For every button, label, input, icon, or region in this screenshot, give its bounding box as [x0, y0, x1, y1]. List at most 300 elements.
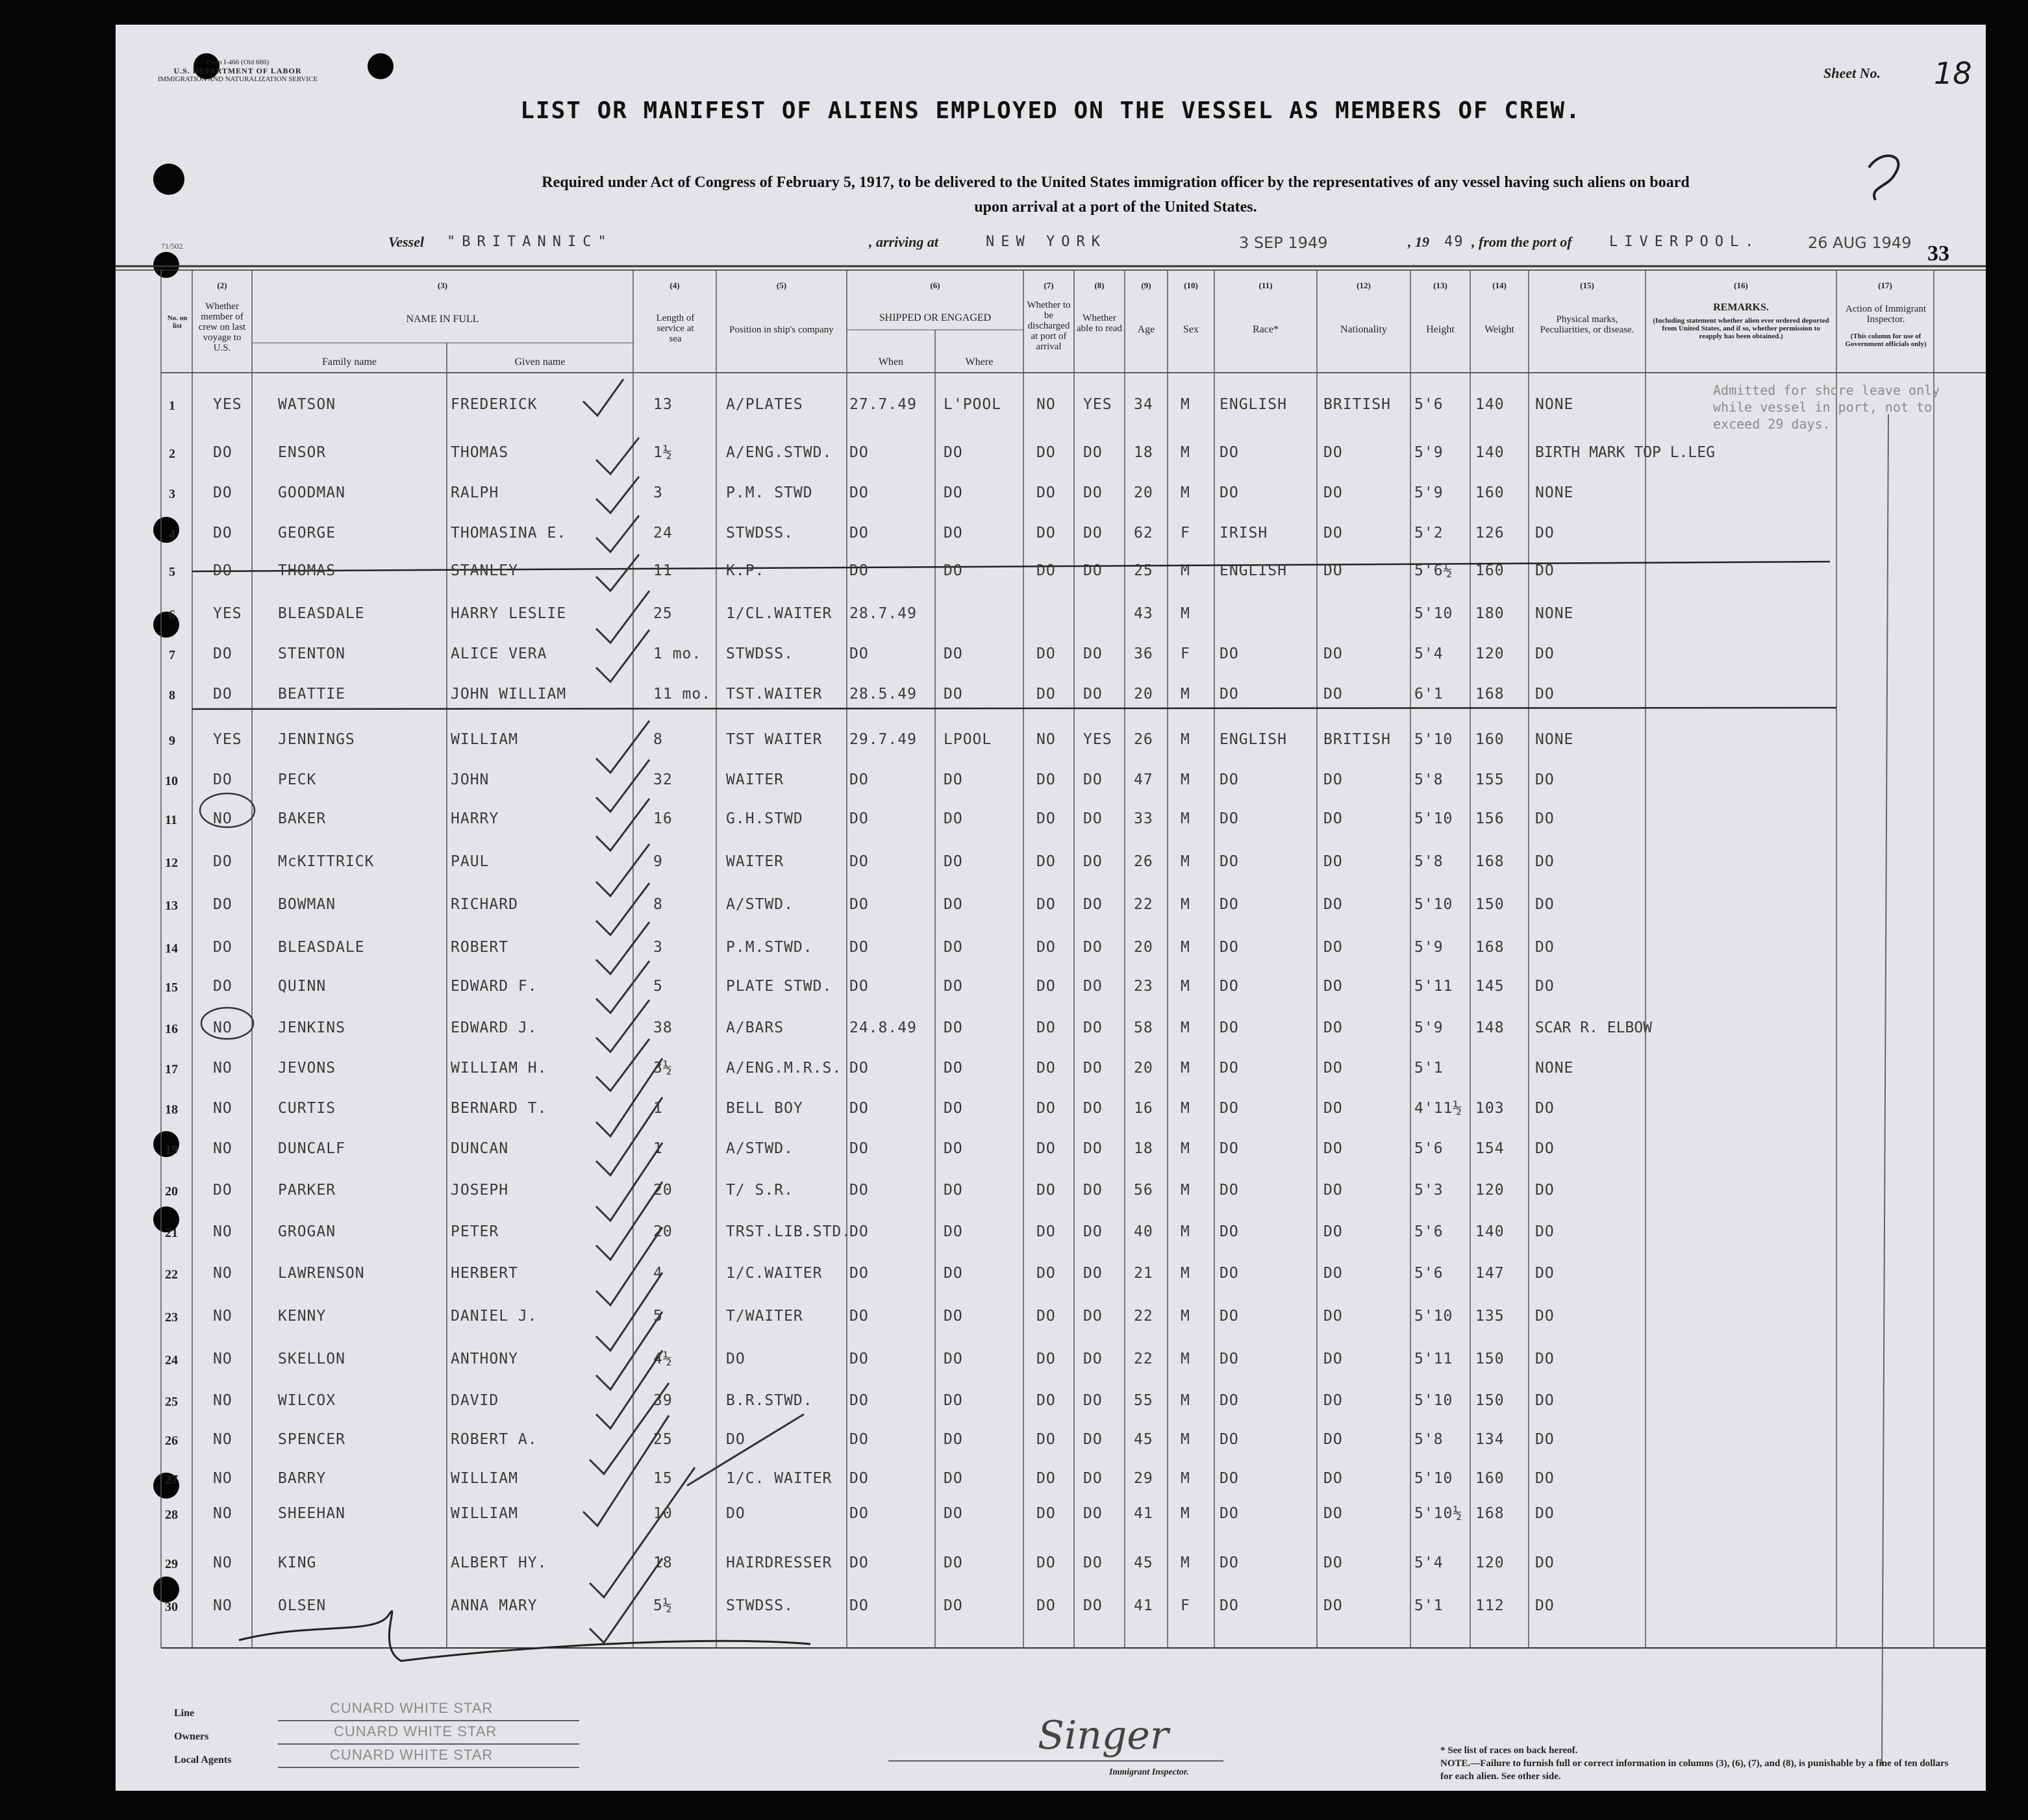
- cell-where: DO: [944, 1019, 963, 1036]
- cell-race: IRISH: [1220, 525, 1268, 542]
- cell-where: DO: [944, 810, 963, 827]
- cell-sex: M: [1181, 605, 1190, 622]
- col-7-number: (7): [1044, 280, 1054, 290]
- cell-nat: DO: [1323, 939, 1343, 956]
- cell-age: 34: [1134, 396, 1153, 413]
- cell-read: YES: [1083, 396, 1112, 413]
- cell-weight: 160: [1475, 484, 1505, 501]
- cell-position: STWDSS.: [726, 1597, 794, 1614]
- cell-marks: BIRTH MARK TOP L.LEG: [1535, 444, 1715, 461]
- cell-weight: 160: [1475, 731, 1505, 748]
- cell-length: 3: [653, 939, 663, 956]
- cell-sex: M: [1181, 939, 1190, 956]
- cell-height: 5'10: [1414, 896, 1453, 913]
- penalty-note: NOTE.—Failure to furnish full or correct information in columns (3), (6), (7), and (8), is punishable by a fine of ten dollars for each alien. See other side.: [1440, 1758, 1949, 1782]
- cell-when: 28.7.49: [849, 605, 917, 622]
- footer-rules: [116, 25, 1986, 1791]
- cell-weight: 140: [1475, 396, 1505, 413]
- cell-family: BLEASDALE: [278, 605, 365, 622]
- cell-position: PLATE STWD.: [726, 978, 832, 995]
- inspector-signature: Singer: [1038, 1713, 1169, 1758]
- cell-family: PECK: [278, 771, 317, 788]
- cell-position: K.P.: [726, 562, 765, 579]
- cell-length: 4½: [653, 1351, 673, 1367]
- cell-disch: DO: [1036, 1597, 1056, 1614]
- cell-sex: F: [1181, 645, 1190, 662]
- cell-where: DO: [944, 1182, 963, 1199]
- col-11-number: (11): [1258, 280, 1273, 290]
- col-12-header: Nationality: [1340, 324, 1387, 335]
- cell-weight: 103: [1475, 1100, 1505, 1117]
- cell-given: PAUL: [451, 853, 490, 870]
- cell-position: T/ S.R.: [726, 1182, 794, 1199]
- cell-read: DO: [1083, 484, 1103, 501]
- cell-race: DO: [1220, 1019, 1239, 1036]
- cell-last: NO: [213, 1554, 232, 1571]
- cell-sex: M: [1181, 1351, 1190, 1367]
- cell-when: DO: [849, 853, 869, 870]
- cell-height: 5'10: [1414, 1470, 1453, 1487]
- cell-family: WILCOX: [278, 1392, 336, 1409]
- cell-sex: M: [1181, 1392, 1190, 1409]
- cell-sex: M: [1181, 896, 1190, 913]
- cell-race: DO: [1220, 686, 1239, 703]
- cell-nat: DO: [1323, 645, 1343, 662]
- cell-last: YES: [213, 396, 242, 413]
- cell-given: EDWARD F.: [451, 978, 538, 995]
- cell-disch: DO: [1036, 1182, 1056, 1199]
- col-5-header: Position in ship's company: [729, 325, 834, 335]
- remark-line-2: while vessel in port, not to: [1713, 399, 1933, 415]
- cell-marks: DO: [1535, 1182, 1555, 1199]
- cell-sex: M: [1181, 1140, 1190, 1157]
- cell-where: DO: [944, 444, 963, 461]
- cell-disch: DO: [1036, 1308, 1056, 1325]
- cell-length: 20: [653, 1182, 673, 1199]
- subtitle-line-2: upon arrival at a port of the United States.: [974, 199, 1257, 216]
- cell-when: DO: [849, 1308, 869, 1325]
- owners-label: Owners: [174, 1731, 209, 1742]
- cell-read: DO: [1083, 1223, 1103, 1240]
- cell-sex: M: [1181, 731, 1190, 748]
- cell-when: DO: [849, 1223, 869, 1240]
- cell-sex: M: [1181, 810, 1190, 827]
- cell-age: 22: [1134, 1351, 1153, 1367]
- col-2-header: Whether member of crew on last voyage to U.S.: [198, 301, 246, 353]
- cell-age: 20: [1134, 686, 1153, 703]
- cell-nat: DO: [1323, 1019, 1343, 1036]
- cell-age: 36: [1134, 645, 1153, 662]
- departure-port: LIVERPOOL.: [1609, 234, 1760, 250]
- cell-read: DO: [1083, 1505, 1103, 1522]
- cell-where: DO: [944, 896, 963, 913]
- cell-age: 56: [1134, 1182, 1153, 1199]
- cell-height: 5'6: [1414, 1265, 1444, 1282]
- cell-marks: DO: [1535, 810, 1555, 827]
- cell-when: DO: [849, 1505, 869, 1522]
- cell-height: 5'6: [1414, 1140, 1444, 1157]
- col-5-number: (5): [776, 280, 787, 290]
- cell-disch: DO: [1036, 1060, 1056, 1077]
- cell-sex: M: [1181, 444, 1190, 461]
- cell-given: RICHARD: [451, 896, 518, 913]
- row-number: 29: [165, 1557, 178, 1571]
- cell-weight: 140: [1475, 1223, 1505, 1240]
- cell-marks: NONE: [1535, 605, 1574, 622]
- cell-read: DO: [1083, 444, 1103, 461]
- cell-marks: DO: [1535, 1554, 1555, 1571]
- col-6-when-header: When: [878, 356, 904, 368]
- cell-height: 5'10: [1414, 1392, 1453, 1409]
- cell-race: DO: [1220, 1182, 1239, 1199]
- cell-position: P.M.STWD.: [726, 939, 813, 956]
- row-number: 21: [165, 1226, 178, 1240]
- cell-read: DO: [1083, 525, 1103, 542]
- cell-last: NO: [213, 1392, 232, 1409]
- cell-where: DO: [944, 978, 963, 995]
- cell-sex: M: [1181, 1060, 1190, 1077]
- cell-family: GROGAN: [278, 1223, 336, 1240]
- cell-age: 58: [1134, 1019, 1153, 1036]
- cell-when: DO: [849, 1100, 869, 1117]
- cell-when: DO: [849, 1351, 869, 1367]
- col-1-header: No. on list: [167, 314, 188, 330]
- cell-age: 18: [1134, 444, 1153, 461]
- cell-last: NO: [213, 1470, 232, 1487]
- row-number: 18: [165, 1103, 178, 1117]
- row-number: 24: [165, 1353, 178, 1367]
- cell-last: NO: [213, 1223, 232, 1240]
- cell-read: DO: [1083, 1351, 1103, 1367]
- cell-weight: 168: [1475, 939, 1505, 956]
- col-8-number: (8): [1094, 280, 1105, 290]
- cell-length: 25: [653, 1431, 673, 1448]
- row-number: 5: [169, 565, 175, 579]
- cell-marks: DO: [1535, 1470, 1555, 1487]
- cell-last: YES: [213, 731, 242, 748]
- cell-given: STANLEY: [451, 562, 518, 579]
- cell-when: DO: [849, 978, 869, 995]
- cell-nat: DO: [1323, 1392, 1343, 1409]
- cell-age: 62: [1134, 525, 1153, 542]
- cell-position: A/STWD.: [726, 896, 794, 913]
- cell-disch: DO: [1036, 1223, 1056, 1240]
- cell-height: 5'10: [1414, 1308, 1453, 1325]
- cell-where: DO: [944, 1554, 963, 1571]
- cell-age: 22: [1134, 896, 1153, 913]
- cell-read: DO: [1083, 810, 1103, 827]
- cell-given: WILLIAM H.: [451, 1060, 547, 1077]
- cell-disch: DO: [1036, 1019, 1056, 1036]
- cell-nat: DO: [1323, 1505, 1343, 1522]
- cell-length: 1: [653, 1100, 663, 1117]
- cell-race: DO: [1220, 444, 1239, 461]
- cell-marks: DO: [1535, 853, 1555, 870]
- cell-read: DO: [1083, 978, 1103, 995]
- cell-where: DO: [944, 1431, 963, 1448]
- cell-nat: DO: [1323, 1100, 1343, 1117]
- cell-disch: DO: [1036, 896, 1056, 913]
- cell-when: 28.5.49: [849, 686, 917, 703]
- manifest-sheet: [116, 25, 1986, 1791]
- cell-when: 24.8.49: [849, 1019, 917, 1036]
- cell-disch: DO: [1036, 1351, 1056, 1367]
- cell-height: 5'8: [1414, 1431, 1444, 1448]
- cell-read: DO: [1083, 896, 1103, 913]
- cell-read: DO: [1083, 686, 1103, 703]
- cell-when: DO: [849, 444, 869, 461]
- cell-length: 11 mo.: [653, 686, 712, 703]
- cell-race: DO: [1220, 896, 1239, 913]
- cell-family: KENNY: [278, 1308, 327, 1325]
- cell-when: DO: [849, 1392, 869, 1409]
- cell-last: NO: [213, 1308, 232, 1325]
- cell-given: PETER: [451, 1223, 499, 1240]
- cell-race: DO: [1220, 1554, 1239, 1571]
- cell-race: DO: [1220, 1060, 1239, 1077]
- cell-given: ANNA MARY: [451, 1597, 538, 1614]
- row-number: 27: [165, 1473, 178, 1487]
- cell-read: DO: [1083, 939, 1103, 956]
- col-3-family-header: Family name: [322, 356, 377, 368]
- cell-position: DO: [726, 1505, 745, 1522]
- cell-marks: DO: [1535, 686, 1555, 703]
- cell-weight: 168: [1475, 853, 1505, 870]
- cell-marks: DO: [1535, 1597, 1555, 1614]
- cell-marks: NONE: [1535, 396, 1574, 413]
- cell-height: 5'9: [1414, 484, 1444, 501]
- cell-length: 5½: [653, 1597, 673, 1614]
- remark-line-3: exceed 29 days.: [1713, 416, 1831, 432]
- cell-position: TST WAITER: [726, 731, 823, 748]
- col-15-header: Physical marks, Peculiarities, or disease.: [1540, 314, 1634, 335]
- cell-age: 43: [1134, 605, 1153, 622]
- row-number: 6: [169, 608, 175, 622]
- cell-nat: DO: [1323, 686, 1343, 703]
- cell-when: DO: [849, 1265, 869, 1282]
- cell-given: RALPH: [451, 484, 499, 501]
- cell-when: DO: [849, 1597, 869, 1614]
- cell-weight: 147: [1475, 1265, 1505, 1282]
- cell-when: DO: [849, 484, 869, 501]
- cell-given: JOHN WILLIAM: [451, 686, 567, 703]
- row-number: 26: [165, 1434, 178, 1448]
- cell-read: DO: [1083, 1019, 1103, 1036]
- cell-length: 25: [653, 605, 673, 622]
- row-number: 9: [169, 734, 175, 748]
- cell-given: ANTHONY: [451, 1351, 518, 1367]
- cell-length: 9: [653, 853, 663, 870]
- cell-disch: DO: [1036, 1470, 1056, 1487]
- cell-last: DO: [213, 645, 232, 662]
- cell-when: DO: [849, 645, 869, 662]
- cell-sex: M: [1181, 686, 1190, 703]
- col-16-note: (Including statement whether alien ever ordered deported from United States, and if so, whether permission to reapply has been obtained.): [1653, 317, 1829, 340]
- cell-age: 41: [1134, 1597, 1153, 1614]
- cell-height: 5'10: [1414, 810, 1453, 827]
- cell-disch: NO: [1036, 731, 1056, 748]
- cell-length: 3½: [653, 1060, 673, 1077]
- cell-last: DO: [213, 1182, 232, 1199]
- cell-family: OLSEN: [278, 1597, 327, 1614]
- cell-height: 5'6: [1414, 396, 1444, 413]
- cell-weight: 112: [1475, 1597, 1505, 1614]
- cell-given: HERBERT: [451, 1265, 518, 1282]
- cell-where: DO: [944, 1100, 963, 1117]
- cell-length: 20: [653, 1223, 673, 1240]
- cell-family: McKITTRICK: [278, 853, 375, 870]
- cell-sex: M: [1181, 1470, 1190, 1487]
- cell-sex: M: [1181, 396, 1190, 413]
- cell-read: DO: [1083, 1470, 1103, 1487]
- cell-weight: 150: [1475, 1392, 1505, 1409]
- cell-length: 1½: [653, 444, 673, 461]
- cell-last: NO: [213, 1431, 232, 1448]
- cell-nat: BRITISH: [1323, 396, 1391, 413]
- cell-position: G.H.STWD: [726, 810, 803, 827]
- cell-disch: DO: [1036, 1554, 1056, 1571]
- cell-disch: DO: [1036, 1392, 1056, 1409]
- cell-family: LAWRENSON: [278, 1265, 365, 1282]
- cell-marks: NONE: [1535, 731, 1574, 748]
- cell-nat: DO: [1323, 771, 1343, 788]
- cell-weight: 120: [1475, 645, 1505, 662]
- vessel-name: "BRITANNIC": [447, 234, 613, 250]
- cell-weight: 156: [1475, 810, 1505, 827]
- cell-read: DO: [1083, 645, 1103, 662]
- cell-position: TRST.LIB.STD.: [726, 1223, 852, 1240]
- cell-position: T/WAITER: [726, 1308, 803, 1325]
- cell-when: DO: [849, 771, 869, 788]
- col-12-number: (12): [1357, 280, 1371, 290]
- row-number: 13: [165, 899, 178, 913]
- row-number: 4: [169, 527, 175, 542]
- cell-weight: 150: [1475, 896, 1505, 913]
- cell-last: DO: [213, 525, 232, 542]
- cell-age: 26: [1134, 731, 1153, 748]
- cell-age: 20: [1134, 1060, 1153, 1077]
- cell-marks: DO: [1535, 525, 1555, 542]
- cell-family: SHEEHAN: [278, 1505, 345, 1522]
- departure-date-stamp: 26 AUG 1949: [1808, 234, 1912, 252]
- cell-last: DO: [213, 771, 232, 788]
- from-port-label: , from the port of: [1471, 234, 1572, 250]
- cell-age: 47: [1134, 771, 1153, 788]
- cell-where: DO: [944, 562, 963, 579]
- cell-last: YES: [213, 605, 242, 622]
- cell-length: 5: [653, 978, 663, 995]
- cell-age: 45: [1134, 1554, 1153, 1571]
- cell-family: JENNINGS: [278, 731, 355, 748]
- cell-weight: 155: [1475, 771, 1505, 788]
- cell-family: JENKINS: [278, 1019, 345, 1036]
- cell-weight: 154: [1475, 1140, 1505, 1157]
- sheet-number-label: Sheet No.: [1823, 65, 1881, 81]
- arrival-year: 49: [1444, 234, 1464, 250]
- cell-where: DO: [944, 1060, 963, 1077]
- cell-family: JEVONS: [278, 1060, 336, 1077]
- cell-read: DO: [1083, 853, 1103, 870]
- cell-length: 10: [653, 1505, 673, 1522]
- cell-family: SKELLON: [278, 1351, 345, 1367]
- cell-last: NO: [213, 1505, 232, 1522]
- col-7-header: Whether to be discharged at port of arrival: [1027, 300, 1071, 352]
- cell-race: DO: [1220, 1470, 1239, 1487]
- cell-marks: NONE: [1535, 1060, 1574, 1077]
- cell-given: HARRY LESLIE: [451, 605, 567, 622]
- cell-last: NO: [213, 1140, 232, 1157]
- cell-disch: DO: [1036, 1431, 1056, 1448]
- row-number: 23: [165, 1310, 178, 1325]
- cell-where: DO: [944, 1351, 963, 1367]
- line-value: CUNARD WHITE STAR: [330, 1700, 494, 1716]
- cell-nat: DO: [1323, 896, 1343, 913]
- cell-nat: DO: [1323, 484, 1343, 501]
- cell-where: DO: [944, 645, 963, 662]
- col-15-number: (15): [1580, 280, 1594, 290]
- col-11-header: Race*: [1253, 324, 1279, 335]
- cell-weight: 160: [1475, 562, 1505, 579]
- cell-position: 1/CL.WAITER: [726, 605, 832, 622]
- sheet-number-value: 18: [1934, 56, 1972, 91]
- cell-marks: DO: [1535, 1223, 1555, 1240]
- cell-read: DO: [1083, 1431, 1103, 1448]
- cell-marks: DO: [1535, 1308, 1555, 1325]
- row-number: 28: [165, 1508, 178, 1522]
- cell-nat: DO: [1323, 853, 1343, 870]
- cell-last: DO: [213, 978, 232, 995]
- row-number: 16: [165, 1022, 178, 1036]
- cell-race: DO: [1220, 853, 1239, 870]
- cell-last: DO: [213, 896, 232, 913]
- col-16-header: REMARKS.: [1713, 302, 1769, 313]
- row-number: 30: [165, 1600, 178, 1614]
- cell-race: DO: [1220, 484, 1239, 501]
- cell-age: 55: [1134, 1392, 1153, 1409]
- cell-marks: DO: [1535, 645, 1555, 662]
- cell-position: HAIRDRESSER: [726, 1554, 832, 1571]
- cell-sex: M: [1181, 978, 1190, 995]
- cell-sex: M: [1181, 1223, 1190, 1240]
- cell-weight: 134: [1475, 1431, 1505, 1448]
- cell-last: NO: [213, 1597, 232, 1614]
- cell-last: NO: [213, 1265, 232, 1282]
- row-number: 11: [165, 813, 177, 827]
- row-number: 10: [165, 774, 178, 788]
- page-number: 33: [1927, 242, 1949, 266]
- cell-sex: M: [1181, 1100, 1190, 1117]
- cell-height: 5'3: [1414, 1182, 1444, 1199]
- cell-last: NO: [213, 1060, 232, 1077]
- col-4-header: Length of service at sea: [656, 313, 695, 344]
- row-number: 7: [169, 648, 175, 662]
- row-number: 8: [169, 688, 175, 703]
- cell-age: 45: [1134, 1431, 1153, 1448]
- cell-read: DO: [1083, 771, 1103, 788]
- cell-marks: NONE: [1535, 484, 1574, 501]
- row-number: 19: [165, 1143, 178, 1157]
- cell-disch: DO: [1036, 1140, 1056, 1157]
- cell-race: DO: [1220, 1351, 1239, 1367]
- cell-family: QUINN: [278, 978, 327, 995]
- cell-where: DO: [944, 1308, 963, 1325]
- cell-family: GEORGE: [278, 525, 336, 542]
- cell-height: 5'1: [1414, 1060, 1444, 1077]
- cell-marks: DO: [1535, 978, 1555, 995]
- cell-where: DO: [944, 1597, 963, 1614]
- cell-disch: DO: [1036, 1265, 1056, 1282]
- cell-height: 6'1: [1414, 686, 1444, 703]
